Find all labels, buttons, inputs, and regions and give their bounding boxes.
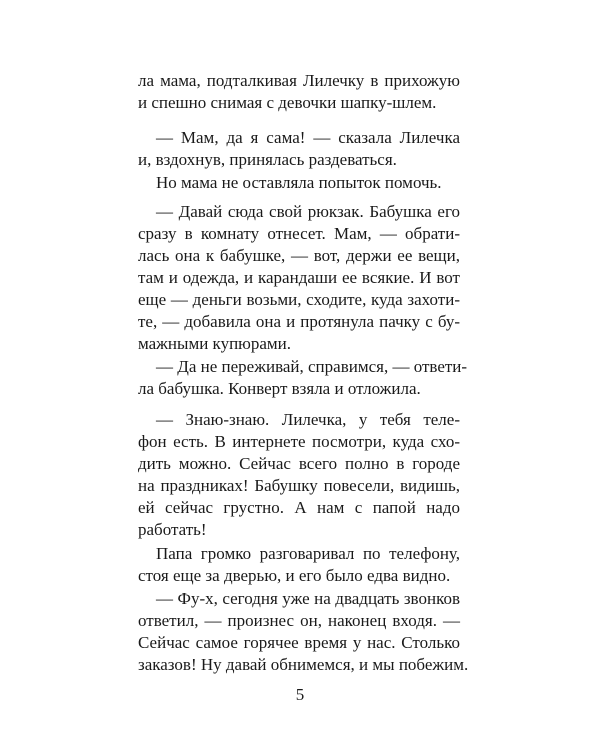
text-line: Папа громко разговаривал по телефону, xyxy=(156,544,460,563)
text-line: еще — деньги возьми, сходите, куда захоти- xyxy=(138,290,460,309)
text-line: и спешно снимая с девочки шапку-шлем. xyxy=(138,93,437,112)
text-line: мажными купюрами. xyxy=(138,334,292,353)
text-line: лась она к бабушке, — вот, держи ее вещи, xyxy=(138,246,460,265)
text-line: на праздниках! Бабушку повесели, видишь, xyxy=(138,476,460,495)
text-line: те, — добавила она и протянула пачку с бу- xyxy=(138,312,460,331)
text-line: — Фу-х, сегодня уже на двадцать звонков xyxy=(156,589,460,608)
text-line: ответил, — произнес он, наконец входя. — xyxy=(138,611,460,630)
text-line: там и одежда, и карандаши ее всякие. И вот xyxy=(138,268,460,287)
text-line: сразу в комнату отнесет. Мам, — обрати- xyxy=(138,224,460,243)
text-line: работать! xyxy=(138,520,207,539)
text-line: и, вздохнув, принялась раздеваться. xyxy=(138,150,397,169)
text-line: дить можно. Сейчас всего полно в городе xyxy=(138,454,460,473)
text-line: Но мама не оставляла попыток помочь. xyxy=(156,173,442,192)
text-line: ла бабушка. Конверт взяла и отложила. xyxy=(138,379,421,398)
text-line: заказов! Ну давай обнимемся, и мы побежим. xyxy=(138,655,469,674)
text-line: — Знаю-знаю. Лилечка, у тебя теле- xyxy=(156,410,460,429)
text-line: фон есть. В интернете посмотри, куда схо- xyxy=(138,432,460,451)
text-line: — Мам, да я сама! — сказала Лилечка xyxy=(156,128,460,147)
text-line: ей сейчас грустно. А нам с папой надо xyxy=(138,498,460,517)
page-number: 5 xyxy=(295,685,305,704)
text-line: стоя еще за дверью, и его было едва видно. xyxy=(138,566,451,585)
text-line: — Да не переживай, справимся, — ответи- xyxy=(156,357,468,376)
text-line: — Давай сюда свой рюкзак. Бабушка его xyxy=(156,202,460,221)
text-line: ла мама, подталкивая Лилечку в прихожую xyxy=(138,71,460,90)
text-line: Сейчас самое горячее время у нас. Столько xyxy=(138,633,460,652)
